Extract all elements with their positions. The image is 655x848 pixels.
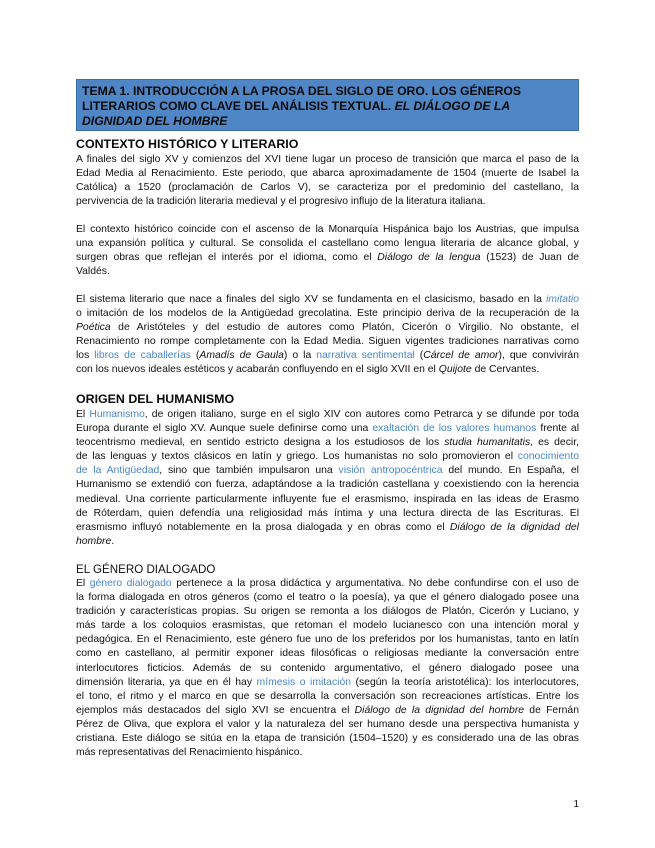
topic-title-box [76, 79, 579, 131]
paragraph-contexto-3: El sistema literario que nace a finales del siglo XV se fundamenta en el clasicismo, basado en la imitatio o imitación de los modelos de la Antigüedad grecolatina. Este principio deriva de la recuperación de la Poética de Aristóteles y del estudio de autores como Platón, Cicerón o Virgilio. No obstante, el Renacimiento no rompe completamente con la Edad Media. Siguen vigentes tradiciones narrativas como los libros de caballerías (Amadís de Gaula) o la narrativa sentimental (Cárcel de amor), que convivirán con los nuevos ideales estéticos y acabarán confluyendo en el siglo XVII en el Quijote de Cervantes. [76, 294, 579, 376]
title-line-1: TEMA 1. INTRODUCCIÓN A LA PROSA DEL SIGLO DE ORO. LOS GÉNEROS [82, 84, 522, 98]
title-line-2: LITERARIOS COMO CLAVE DEL ANÁLISIS TEXTUAL. EL DIÁLOGO DE LA [82, 99, 511, 113]
page-number: 1 [573, 799, 579, 810]
paragraph-contexto-2: El contexto histórico coincide con el ascenso de la Monarquía Hispánica bajo los Austrias, que impulsa una expansión política y cultural. Se consolida el castellano como lengua literaria de alcance global, y surgen obras que reflejan el interés por el idioma, como el Diálogo de la lengua (1523) de Juan de Valdés. [76, 224, 579, 278]
link-genero-dialogado[interactable]: género dialogado [89, 578, 172, 589]
link-humanismo[interactable]: Humanismo [89, 409, 145, 420]
link-conocimiento-antiguedad-1[interactable]: conocimiento [517, 451, 579, 463]
title-line-3: DIGNIDAD DEL HOMBRE [82, 114, 228, 128]
heading-contexto: CONTEXTO HISTÓRICO Y LITERARIO [76, 137, 299, 151]
link-conocimiento-antiguedad-2[interactable]: de la Antigüedad [76, 465, 160, 477]
link-vision-antropocentrica[interactable]: visión antropocéntrica [338, 465, 443, 477]
link-imitatio[interactable]: imitatio [546, 294, 579, 305]
heading-humanismo: ORIGEN DEL HUMANISMO [76, 392, 235, 406]
paragraph-contexto-1: A finales del siglo XV y comienzos del XVI tiene lugar un proceso de transición que marca el paso de la Edad Media al Renacimiento. Este periodo, que abarca aproximadamente de 1504 (muerte de Isabel la Católica) a 1520 (proclamación de Carlos V), se caracteriza por el predominio del castellano, la pervivencia de la tradición literaria medieval y el progresivo influjo de la literatura italiana. [76, 154, 579, 208]
link-mimesis[interactable]: mímesis o imitación [256, 676, 352, 688]
paragraph-dialogo: El género dialogado pertenece a la prosa didáctica y argumentativa. No debe confundirse con el uso de la forma dialogada en otros géneros (como el teatro o la poesía), ya que el género dialogado posee una tradición y características propias. Su origen se remonta a los diálogos de Platón, Cicerón y Luciano, y más tarde a los coloquios erasmistas, que retoman el modelo lucianesco con una intención moral y pedagógica. En el Renacimiento, este género fue uno de los preferidos por los humanistas, tanto en latín como en castellano, al permitir exponer ideas filosóficas o religiosas mediante la conversación entre interlocutores ficticios. Además de su contenido argumentativo, el género dialogado posee una dimensión literaria, ya que en él hay mímesis o imitación (según la teoría aristotélica): los interlocutores, el tono, el ritmo y el marco en que se desarrolla la conversación son recreaciones artísticas. Entre los ejemplos más destacados del siglo XVI se encuentra el Diálogo de la dignidad del hombre de Fernán Pérez de Oliva, que explora el valor y la naturaleza del ser humano desde una perspectiva humanista y cristiana. Este diálogo se sitúa en la etapa de transición (1504–1520) y es considerado una de las obras más representativas del Renacimiento hispánico. [76, 578, 579, 759]
link-libros-caballerias[interactable]: libros de caballerías [94, 350, 191, 362]
paragraph-humanismo: El Humanismo, de origen italiano, surge en el siglo XIV con autores como Petrarca y se difunde por toda Europa durante el siglo XV. Aunque suele definirse como una exaltación de los valores humanos frente al teocentrismo medieval, en sentido estricto designa a los estudiosos de los studia humanitatis, es decir, de las lenguas y textos clásicos en latín y griego. Los humanistas no solo promovieron el conocimiento de la Antigüedad, sino que también impulsaron una visión antropocéntrica del mundo. En España, el Humanismo se extendió con fuerza, adaptándose a la tradición castellana y coexistiendo con la herencia medieval. Una corriente particularmente influyente fue el erasmismo, inspirada en las ideas de Erasmo de Róterdam, quien defendía una religiosidad más íntima y una lectura directa de las Escrituras. El erasmismo influyó notablemente en la prosa dialogada y en obras como el Diálogo de la dignidad del hombre. [76, 409, 579, 547]
link-valores-humanos[interactable]: exaltación de los valores humanos [372, 423, 537, 435]
link-narrativa-sentimental[interactable]: narrativa sentimental [316, 350, 415, 362]
heading-genero-dialogado: EL GÉNERO DIALOGADO [76, 563, 216, 576]
